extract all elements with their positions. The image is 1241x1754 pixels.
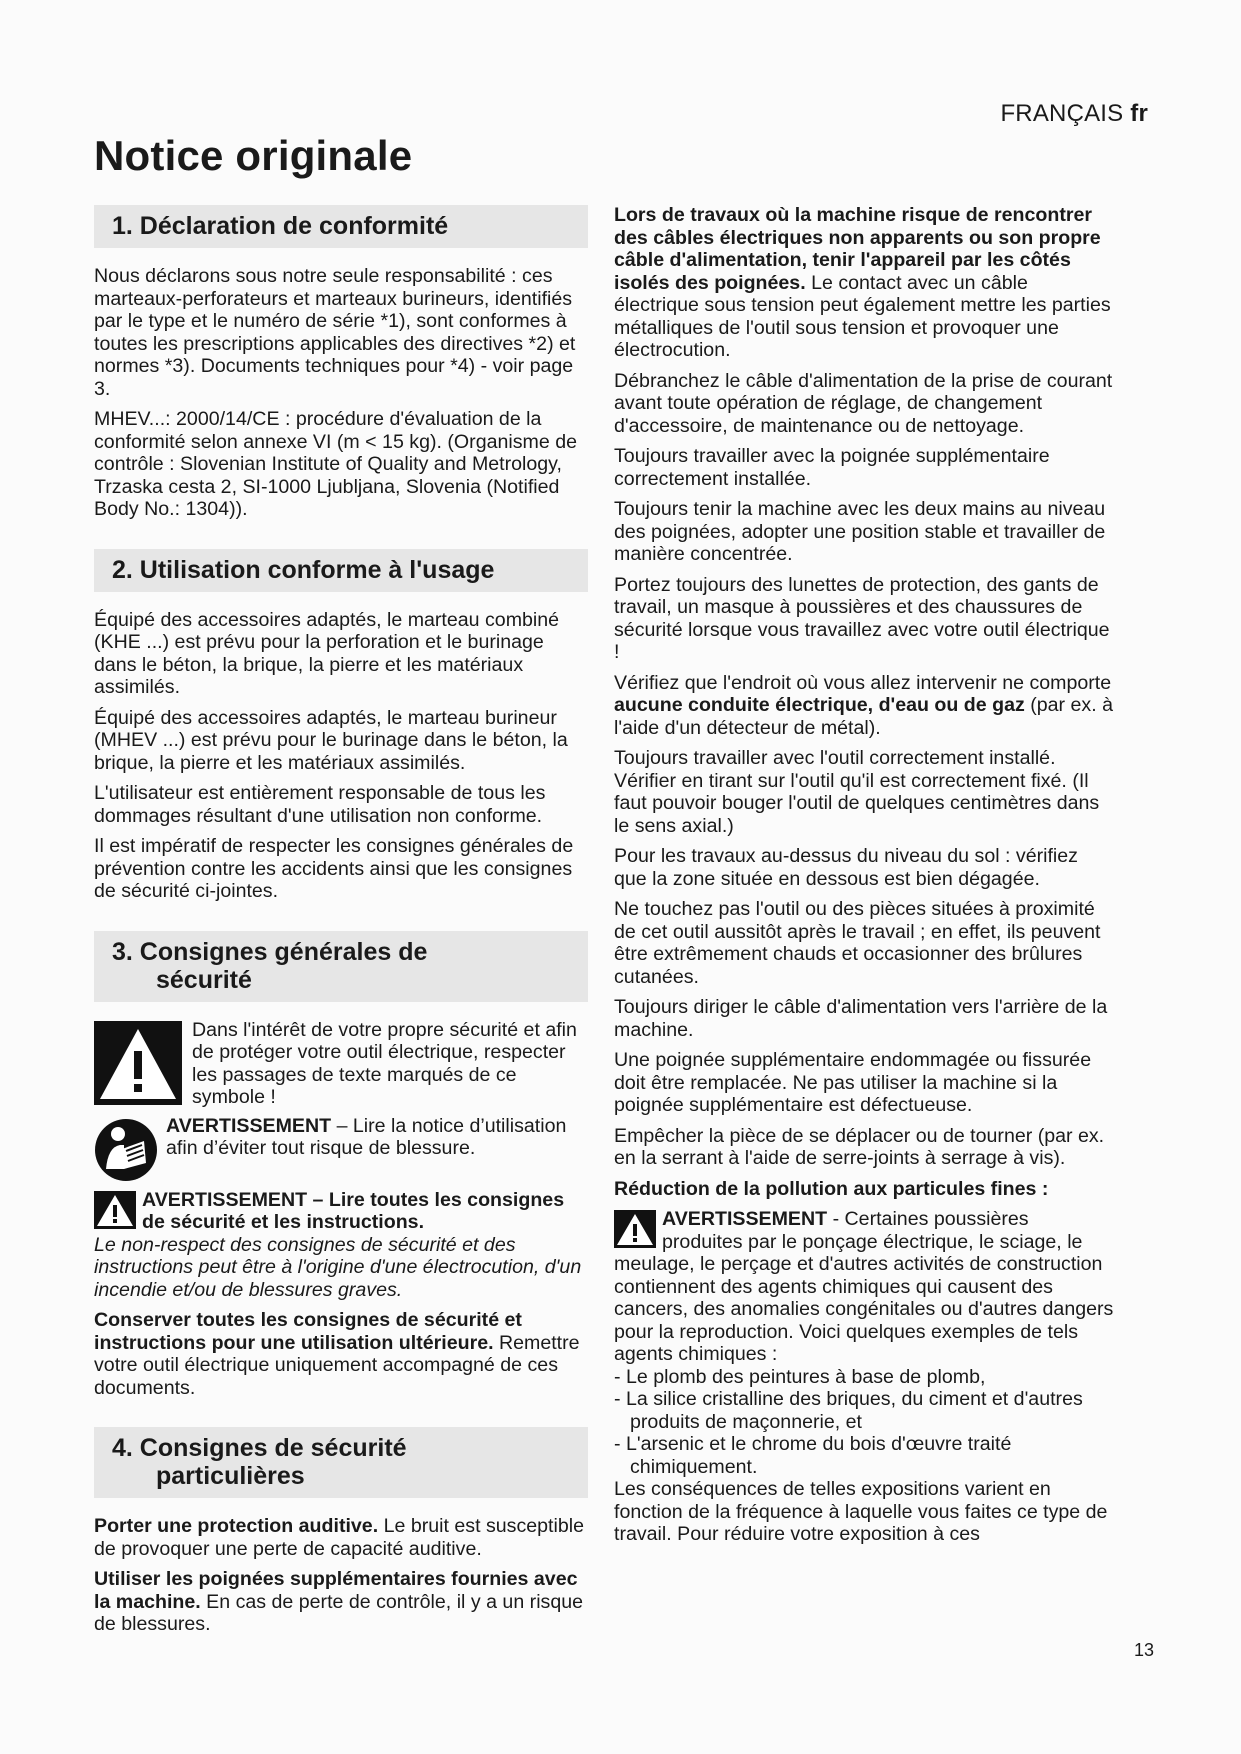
section-2-heading: 2. Utilisation conforme à l'usage xyxy=(94,549,588,592)
section-2-paragraph-2: Équipé des accessoires adaptés, le marteau burineur (MHEV ...) est prévu pour le burinage dans le béton, la brique, la pierre et les matériaux assimilés. xyxy=(94,706,568,774)
section-3-heading-line-1: 3. Consignes générales de xyxy=(112,937,428,966)
read-all-warning-title: AVERTISSEMENT – Lire toutes les consignes de sécurité et les instructions. xyxy=(142,1188,565,1233)
check-utilities-text-2: (par ex. à l'aide d'un détecteur de métal). xyxy=(614,694,1113,739)
dust-warning-text: - Certaines poussières produites par le ponçage électrique, le sciage, le meulage, le perçage et d'autres activités de construction contiennent des agents chimiques qui causent des cancers, des anomalies congénitales ou d'autres dangers pour la reproduction. Voici quelques exemples de tels agents chimiques : xyxy=(614,1208,1114,1365)
page-number: 13 xyxy=(1134,1640,1155,1660)
auxiliary-handle-paragraph: Toujours travailler avec la poignée supplémentaire correctement installée. xyxy=(614,445,1050,490)
section-4-heading xyxy=(94,1427,588,1498)
hidden-cables-text: Le contact avec un câble électrique sous tension peut également mettre les parties métalliques de l'outil sous tension et provoquer une électrocution. xyxy=(614,271,1111,361)
list-item: - L'arsenic et le chrome du bois d'œuvre traité chimiquement. xyxy=(614,1433,1012,1478)
read-all-warning-block xyxy=(94,1189,588,1302)
hearing-protection-text: Le bruit est susceptible de provoquer une perte de capacité auditive. xyxy=(94,1515,585,1560)
section-4-heading-line-1: 4. Consignes de sécurité xyxy=(112,1434,407,1462)
both-hands-paragraph: Toujours tenir la machine avec les deux mains au niveau des poignées, adopter une position stable et travailler de manière concentrée. xyxy=(614,498,1106,565)
hearing-protection-bold: Porter une protection auditive. xyxy=(94,1515,379,1537)
section-2-paragraph-1: Équipé des accessoires adaptés, le marteau combiné (KHE ...) est prévu pour la perforation et le burinage dans le béton, la brique, la pierre et les matériaux assimilés. xyxy=(94,608,560,698)
clamp-workpiece-paragraph: Empêcher la pièce de se déplacer ou de tourner (par ex. en la serrant à l'aide de serre-joints à serrage à vis). xyxy=(614,1124,1105,1169)
read-manual-block xyxy=(94,1115,588,1183)
page-title: Notice originale xyxy=(94,132,413,179)
read-all-warning-text: Le non-respect des consignes de sécurité et des instructions peut être à l'origine d'une électrocution, d'un incendie et/ou de blessures graves. xyxy=(94,1233,582,1301)
section-3-heading-line-2: sécurité xyxy=(156,965,252,994)
chemical-agents-list xyxy=(614,1366,1114,1479)
keep-instructions-paragraph xyxy=(94,1309,588,1399)
auxiliary-handles-bold: Utiliser les poignées supplémentaires fournies avec la machine. xyxy=(94,1568,578,1613)
hidden-cables-bold: Lors de travaux où la machine risque de rencontrer des câbles électriques non apparents ou son propre câble d'alimentation, tenir l'appareil par les côtés isolés des poignées. xyxy=(614,204,1101,294)
keep-instructions-bold: Conserver toutes les consignes de sécurité et instructions pour une utilisation ultérieure. xyxy=(94,1309,522,1354)
hot-tool-paragraph: Ne touchez pas l'outil ou des pièces situées à proximité de cet outil aussitôt après le travail ; en effet, ils peuvent être extrêmement chauds et occasionner des brûlures cutanées. xyxy=(614,898,1101,988)
section-1-heading: 1. Déclaration de conformité xyxy=(94,205,588,248)
language-name: FRANÇAIS xyxy=(1000,100,1124,127)
section-3-heading xyxy=(94,931,588,1002)
language-indicator xyxy=(1000,100,1148,128)
check-utilities-text-1: Vérifiez que l'endroit où vous allez intervenir ne comporte xyxy=(614,671,1112,694)
safety-symbol-text: Dans l'intérêt de votre propre sécurité et afin de protéger votre outil électrique, respecter les passages de texte marqués de ce symbole ! xyxy=(192,1018,577,1108)
dust-warning-label: AVERTISSEMENT xyxy=(662,1208,828,1230)
protective-equipment-paragraph: Portez toujours des lunettes de protection, des gants de travail, un masque à poussières et des chaussures de sécurité lorsque vous travaillez avec votre outil électrique ! xyxy=(614,573,1110,663)
read-manual-warning-text: – Lire la notice d’utilisation afin d’éviter tout risque de blessure. xyxy=(166,1114,567,1159)
list-item: - Le plomb des peintures à base de plomb, xyxy=(614,1365,986,1388)
check-utilities-bold: aucune conduite électrique, d'eau ou de gaz xyxy=(614,694,1025,716)
read-manual-text xyxy=(166,1115,588,1160)
tool-installed-paragraph: Toujours travailler avec l'outil correctement installé. Vérifier en tirant sur l'outil qu'il est correctement fixé. (Il faut pouvoir bouger l'outil de quelques centimètres dans le sens axial.) xyxy=(614,747,1100,837)
keep-instructions-text: Remettre votre outil électrique uniquement accompagné de ces documents. xyxy=(94,1331,580,1399)
language-code: fr xyxy=(1130,100,1148,127)
check-utilities-paragraph xyxy=(614,672,1114,740)
read-manual-warning-label: AVERTISSEMENT xyxy=(166,1114,332,1137)
section-4-heading-line-2: particulières xyxy=(156,1462,305,1490)
auxiliary-handles-paragraph xyxy=(94,1568,588,1636)
hidden-cables-paragraph xyxy=(614,204,1114,362)
warning-triangle-small-icon xyxy=(614,1210,656,1248)
section-1-paragraph-1: Nous déclarons sous notre seule responsabilité : ces marteaux-perforateurs et marteaux burineurs, identifiés par le type et le numéro de série *1), sont conformes à toutes les prescriptions applicables des directives *2) et normes *3). Documents techniques pour *4) - voir page 3. xyxy=(94,265,576,400)
dust-warning-block xyxy=(614,1208,1114,1366)
fine-dust-heading xyxy=(614,1178,1114,1201)
read-manual-icon xyxy=(94,1117,158,1183)
right-column xyxy=(614,204,1114,1554)
list-item: - La silice cristalline des briques, du ciment et d'autres produits de maçonnerie, et xyxy=(614,1388,1083,1433)
warning-triangle-small-icon xyxy=(94,1191,136,1229)
cable-direction-paragraph: Toujours diriger le câble d'alimentation vers l'arrière de la machine. xyxy=(614,996,1108,1041)
damaged-handle-paragraph: Une poignée supplémentaire endommagée ou fissurée doit être remplacée. Ne pas utiliser la machine si la poignée supplémentaire est défectueuse. xyxy=(614,1049,1092,1116)
fine-dust-heading-text: Réduction de la pollution aux particules fines : xyxy=(614,1177,1049,1200)
hearing-protection-paragraph xyxy=(94,1515,588,1560)
section-1-paragraph-2: MHEV...: 2000/14/CE : procédure d'évaluation de la conformité selon annexe VI (m < 15 kg). (Organisme de contrôle : Slovenian Institute of Quality and Metrology, Trzaska cesta 2, SI-1000 Ljubljana, Slovenia (Notified Body No.: 1304)). xyxy=(94,408,577,520)
unplug-paragraph: Débranchez le câble d'alimentation de la prise de courant avant toute opération de réglage, de changement d'accessoire, de maintenance ou de nettoyage. xyxy=(614,369,1113,437)
auxiliary-handles-text: En cas de perte de contrôle, il y a un risque de blessures. xyxy=(94,1590,584,1635)
safety-symbol-block xyxy=(94,1019,588,1109)
overhead-work-paragraph: Pour les travaux au-dessus du niveau du sol : vérifiez que la zone située en dessous est bien dégagée. xyxy=(614,845,1078,890)
section-2-paragraph-3: L'utilisateur est entièrement responsable de tous les dommages résultant d'une utilisation non conforme. xyxy=(94,782,546,827)
left-column xyxy=(94,205,588,1644)
consequences-paragraph: Les conséquences de telles expositions varient en fonction de la fréquence à laquelle vous faites ce type de travail. Pour réduire votre exposition à ces xyxy=(614,1478,1108,1545)
warning-triangle-icon xyxy=(94,1021,182,1105)
section-2-paragraph-4: Il est impératif de respecter les consignes générales de prévention contre les accidents ainsi que les consignes de sécurité ci-jointes. xyxy=(94,835,574,902)
